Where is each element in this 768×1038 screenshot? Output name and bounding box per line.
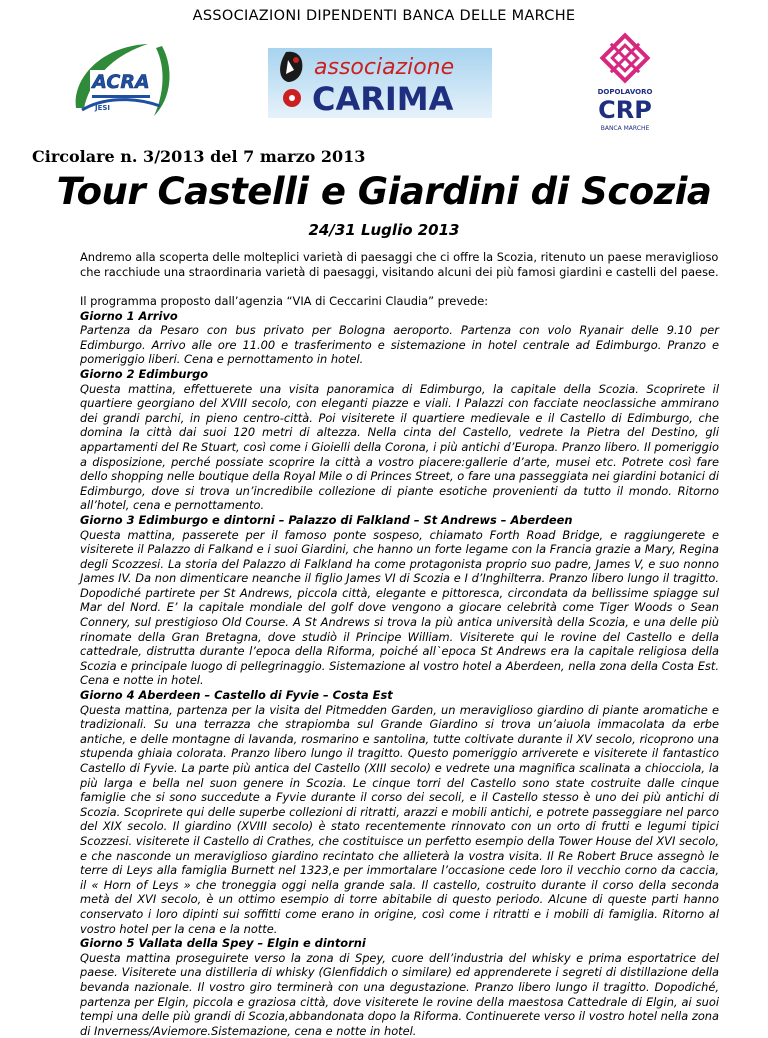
day-title: Giorno 2 Edimburgo [80,366,209,381]
crp-logo-line1: DOPOLAVORO [597,88,653,96]
page-title: Tour Castelli e Giardini di Scozia [56,170,712,213]
crp-logo-line2: CRP [598,96,652,124]
program-section [80,294,719,1038]
program-lead: Il programma proposto dall’agenzia “VIA di Ceccarini Claudia” prevede: [80,294,489,308]
intro-paragraph: Andremo alla scoperta delle molteplici varietà di paesaggi che ci offre la Scozia, ritenuto un paese meraviglioso che racchiude una straordinaria varietà di paesaggi, visitando alcuni dei più famosi giardini e castelli del paese. [80,250,719,279]
carima-logo-line2: CARIMA [312,80,454,118]
acra-logo-sub: JESI [95,104,111,112]
crp-logo-line3: BANCA MARCHE [600,125,650,132]
circular-reference: Circolare n. 3/2013 del 7 marzo 2013 [32,147,366,166]
day-title: Giorno 3 Edimburgo e dintorni – Palazzo di Falkland – St Andrews – Aberdeen [80,512,573,527]
crp-logo [586,32,664,134]
carima-logo-line1: associazione [314,55,455,80]
association-header: ASSOCIAZIONI DIPENDENTI BANCA DELLE MARCHE [192,8,576,24]
carima-logo [268,48,492,118]
day-title: Giorno 1 Arrivo [80,308,178,323]
acra-logo [62,38,182,120]
day-description: Partenza da Pesaro con bus privato per Bologna aeroporto. Partenza con volo Ryanair delle 9.10 per Edimburgo. Arrivo alle ore 11.00 e trasferimento e sistemazione in hotel centrale ad Edimburgo. Pranzo e pomeriggio liberi. Cena e pernottamento in hotel. [80,323,719,367]
day-title: Giorno 4 Aberdeen – Castello di Fyvie – Costa Est [80,688,393,703]
tour-dates: 24/31 Luglio 2013 [308,221,460,239]
day-title: Giorno 5 Vallata della Spey – Elgin e dintorni [80,936,366,951]
day-description: Questa mattina proseguirete verso la zona di Spey, cuore dell’industria del whisky e prima esportatrice del paese. Visiterete una distilleria di whisky (Glenfiddich o similare) ed apprenderete i segreti di distillazione della bevanda nazionale. Il vostro giro terminerà con una degustazione. Pranzo libero lungo il tragitto. Dopodiché, partenza per Elgin, piccola e graziosa città, dove visiterete le rovine della maestosa Cattedrale di Elgin, ai suoi tempi una delle più grandi di Scozia,abbandonata dopo la Riforma. Continuerete verso il vostro hotel nella zona di Inverness/Aviemore.Sistemazione, cena e notte in hotel. [80,950,719,1038]
day-description: Questa mattina, passerete per il famoso ponte sospeso, chiamato Forth Road Bridge, e raggiungerete e visiterete il Palazzo di Falkand e i suoi Giardini, che hanno un forte legame con la Francia grazie a Mary, Regina degli Scozzesi. La storia del Palazzo di Falkland ha come protagonista proprio suo padre, James V, e suo nonno James IV. Da non dimenticare neanche il figlio James VI di Scozia e I d’Inghilterra. Pranzo libero lungo il tragitto. Dopodiché partirete per St Andrews, piccola città, elegante e pittoresca, circondata da bellissime spiagge sul Mar del Nord. E’ la capitale mondiale del golf dove vengono a giocare celebrità come Tiger Woods o Sean Connery, sul prestigioso Old Course. A St Andrews si trova la più antica università della Scozia, e una delle più rinomate della Gran Bretagna, dove studiò il Principe William. Visiterete qui le rovine del Castello e della cattedrale, distrutta durante l’epoca della Riforma, poiché all`epoca St Andrews era la capitale religiosa della Scozia e principale luogo di pellegrinaggio. Sistemazione al vostro hotel a Aberdeen, nella zona della Costa Est. Cena e notte in hotel. [80,527,719,688]
day-description: Questa mattina, effettuerete una visita panoramica di Edimburgo, la capitale della Scozia. Scoprirete il quartiere georgiano del XVIII secolo, con eleganti piazze e viali. I Palazzi con facciate neoclassiche ammirano dei grandi parchi, in pieno centro-città. Poi visiterete il quartiere medievale e il Castello di Edimburgo, che domina la città dai suoi 120 metri di altezza. Nella cinta del Castello, vedrete la Pietra del Destino, gli appartamenti del Re Stuart, così come i Gioielli della Corona, i più antichi d’Europa. Pranzo libero. Il pomeriggio a disposizione, perché possiate scoprire la città a vostro piacere:gallerie d’arte, musei etc. Potrete così fare dello shopping nelle boutique della Royal Mile o di Princes Street, o fare una passeggiata nei giardini botanici di Edimburgo, dove si trova un’incredibile collezione di piante esotiche provenienti da tutto il mondo. Ritorno all’hotel, cena e pernottamento. [80,381,719,513]
acra-logo-text: ACRA [92,71,150,93]
day-description: Questa mattina, partenza per la visita del Pitmedden Garden, un meraviglioso giardino di piante aromatiche e tradizionali. Su una terrazza che strapiomba sul Grande Giardino si trova un’aiuola immacolata da erbe antiche, e delle montagne di lavanda, rosmarino e santolina, tutte coltivate durante il XV secolo, ricoprono una stupenda ghiaia colorata. Pranzo libero lungo il tragitto. Questo pomeriggio arriverete e visiterete il fantastico Castello di Fyvie. La parte più antica del Castello (XIII secolo) e vedrete una magnifica scalinata a chiocciola, la più larga e bella nel suon genere in Scozia. Le cinque torri del Castello sono state costruite dalle cinque famiglie che si sono succedute a Fyvie durante il corso dei secoli, e il Castello stesso è uno dei più antichi di Scozia. Scoprirete qui delle superbe collezioni di ritratti, arazzi e mobili antichi, e potrete passeggiare nel parco del XIX secolo. Il giardino (XVIII secolo) è stato recentemente rinnovato con un orto di frutti e legumi tipici Scozzesi. visiterete il Castello di Crathes, che costituisce un perfetto esempio della Tower House del XVI secolo, e che nasconde un meraviglioso giardino recintato che allieterà la vostra visita. Il Re Robert Bruce assegnò le terre di Leys alla famiglia Burnett nel 1323,e per immortalare l’occasione cede loro il vecchio corno da caccia, il « Horn of Leys » che troneggia oggi nella grande sala. Il castello, costruito durante il corso della seconda metà del XVI secolo, è un ottimo esempio di torre abitabile di questo periodo. Alcune di queste parti hanno conservato i loro dipinti sui soffitti come erano in origine, così come i ritratti e i mobili di famiglia. Ritorno al vostro hotel per la cena e la notte. [80,702,719,936]
